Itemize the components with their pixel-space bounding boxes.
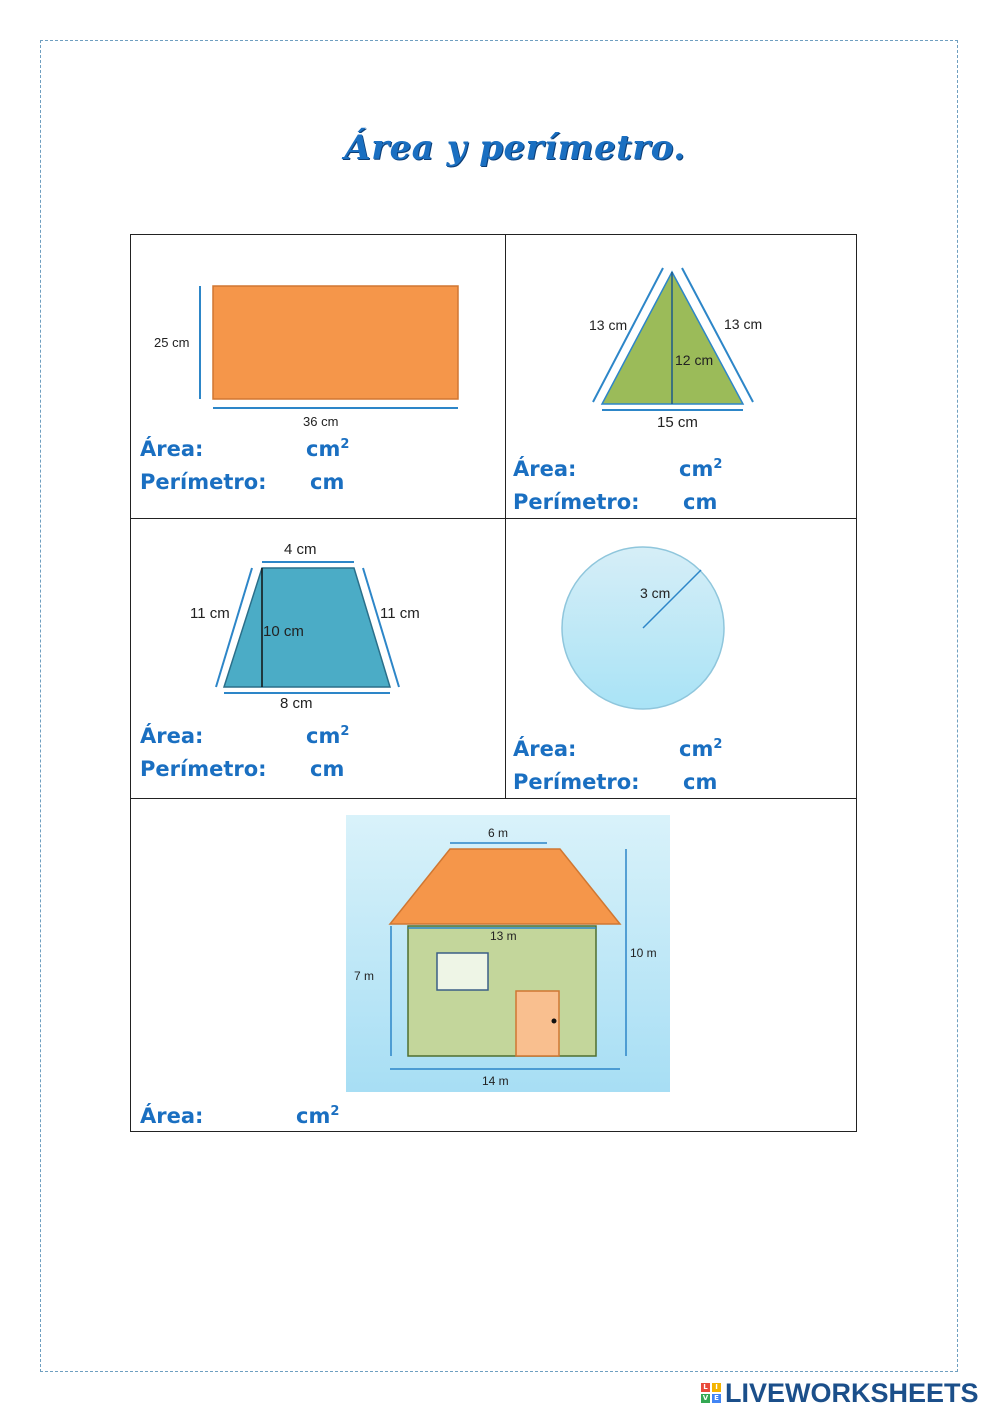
rectangle-area-unit: $cm^2$ bbox=[306, 437, 350, 461]
triangle-area-unit: $cm^2$ bbox=[679, 457, 723, 481]
trapezoid-right-label: 11 cm bbox=[380, 605, 420, 622]
rectangle-width-label: 36 cm bbox=[303, 414, 339, 429]
circle-radius-label: 3 cm bbox=[640, 585, 671, 601]
liveworksheets-logo bbox=[700, 1378, 979, 1408]
triangle-right-label: 13 cm bbox=[724, 316, 763, 332]
page-title: Área y perímetro. bbox=[344, 128, 686, 168]
house-wall-height-label: 7 m bbox=[354, 969, 375, 983]
triangle-area-label: Área: bbox=[513, 457, 577, 481]
trapezoid-left-label: 11 cm bbox=[190, 605, 230, 622]
circle-area-label: Área: bbox=[513, 737, 577, 761]
trapezoid-height-label: 10 cm bbox=[263, 623, 304, 640]
trapezoid-area-label: Área: bbox=[140, 724, 204, 748]
house-door bbox=[516, 991, 559, 1056]
rectangle-height-label: 25 cm bbox=[154, 335, 190, 350]
triangle-perimeter-unit: cm bbox=[683, 490, 718, 514]
circle-area-unit: $cm^2$ bbox=[679, 737, 723, 761]
house-area-label: Área: bbox=[140, 1104, 204, 1128]
house-total-height-label: 10 m bbox=[630, 946, 657, 960]
house-area-unit: $cm^2$ bbox=[296, 1104, 340, 1128]
triangle-perimeter-label: Perímetro: bbox=[513, 490, 640, 514]
liveworksheets-logo-text: LIVEWORKSHEETS bbox=[725, 1377, 979, 1408]
triangle-height-label: 12 cm bbox=[675, 352, 714, 368]
rectangle-perimeter-unit: cm bbox=[310, 470, 345, 494]
rectangle-area-label: Área: bbox=[140, 437, 204, 461]
house-roof-top-label: 6 m bbox=[488, 826, 509, 840]
circle-perimeter-label: Perímetro: bbox=[513, 770, 640, 794]
house-door-knob bbox=[552, 1019, 557, 1024]
house-wall bbox=[408, 926, 596, 1056]
rectangle-perimeter-label: Perímetro: bbox=[140, 470, 267, 494]
house-base-label: 14 m bbox=[482, 1074, 509, 1088]
circle-perimeter-unit: cm bbox=[683, 770, 718, 794]
liveworksheets-logo-icon: L I V E bbox=[700, 1382, 722, 1404]
house-window bbox=[437, 953, 488, 990]
trapezoid-perimeter-unit: cm bbox=[310, 757, 345, 781]
house-area-input[interactable] bbox=[212, 1104, 294, 1132]
trapezoid-base-label: 8 cm bbox=[280, 695, 313, 712]
trapezoid-perimeter-label: Perímetro: bbox=[140, 757, 267, 781]
trapezoid-top-label: 4 cm bbox=[284, 541, 317, 558]
house-roof-base-label: 13 m bbox=[490, 929, 517, 943]
trapezoid-area-unit: $cm^2$ bbox=[306, 724, 350, 748]
triangle-left-label: 13 cm bbox=[589, 317, 628, 333]
triangle-base-label: 15 cm bbox=[657, 414, 698, 431]
